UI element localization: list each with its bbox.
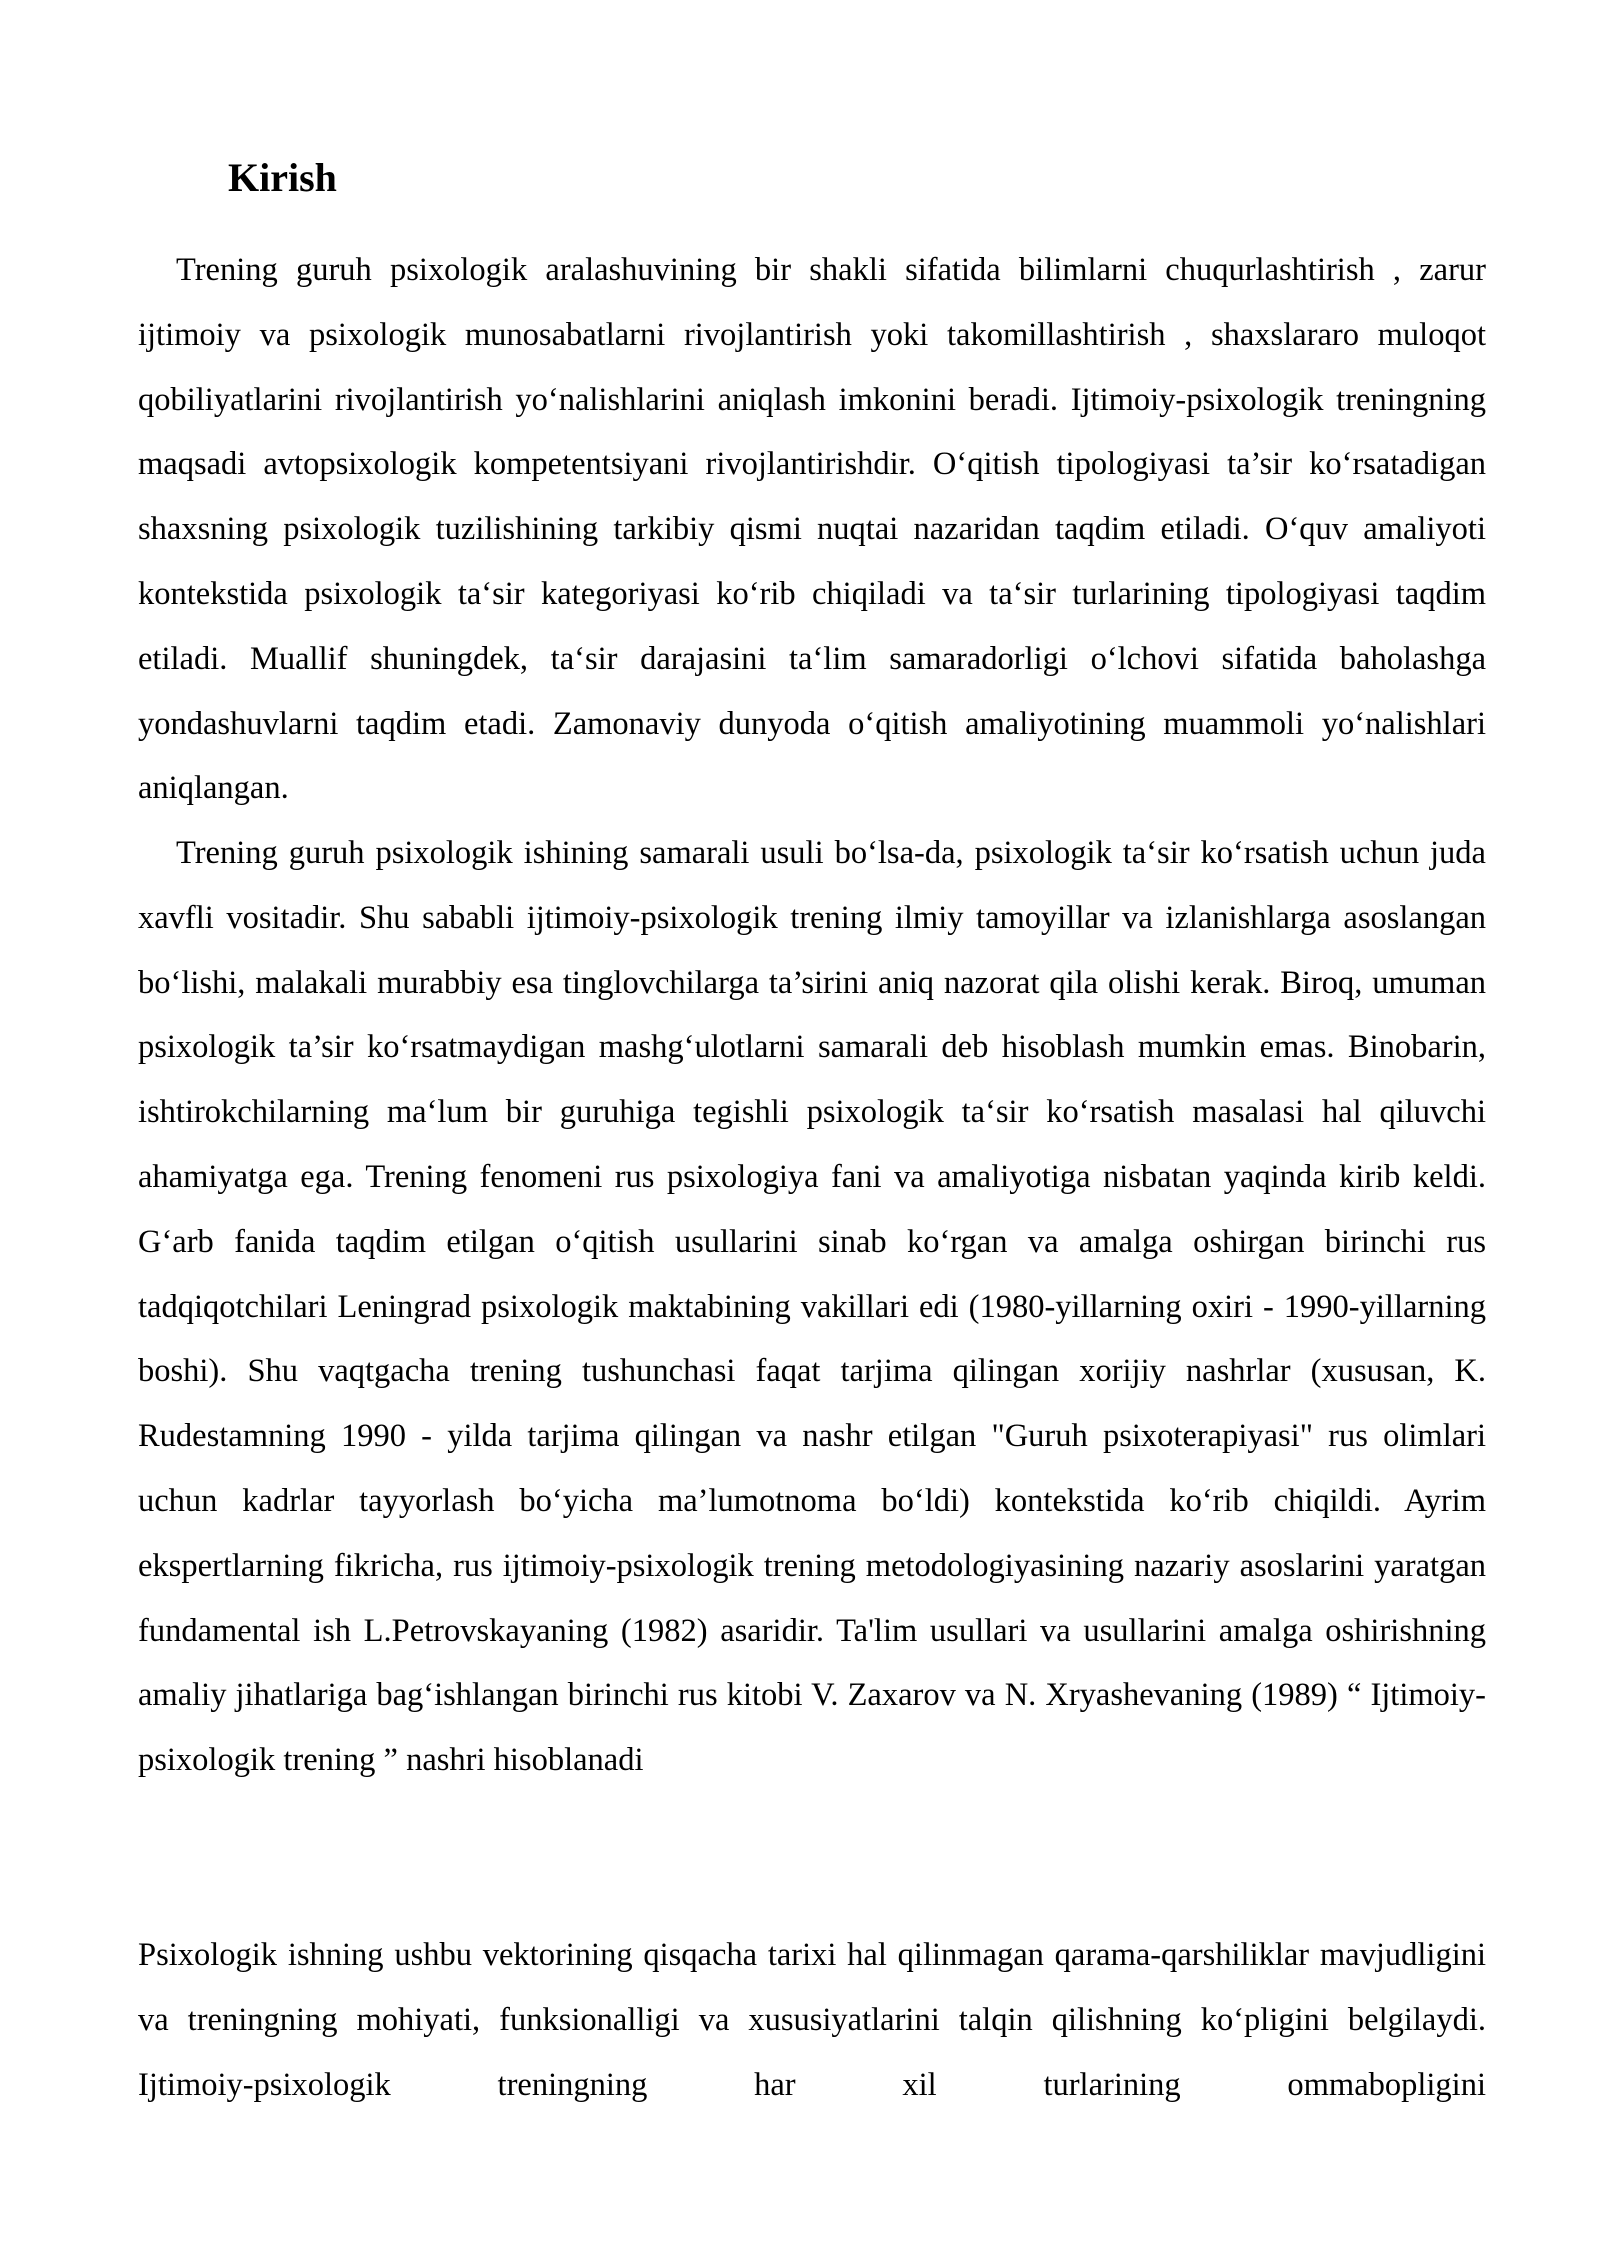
page-title: Kirish [228,155,337,200]
paragraph-vector-history: Psixologik ishning ushbu vektorining qisqacha tarixi hal qilinmagan qarama-qarshiliklar mavjudligini va treningning mohiyati, funksionalligi va xususiyatlarini talqin qilishning ko‘pligini belgilaydi. Ijtimoiy-psixologik treningning har xil turlarining ommabopligini [138,1937,1486,2103]
paragraph-intro: Trening guruh psixologik aralashuvining bir shakli sifatida bilimlarni chuqurlashtirish , zarur ijtimoiy va psixologik munosabatlarni rivojlantirish yoki takomillashtirish , shaxslararo muloqot qobiliyatlarini rivojlantirish yo‘nalishlarini aniqlash imkonini beradi. Ijtimoiy-psixologik treningning maqsadi avtopsixologik kompetentsiyani rivojlantirishdir. O‘qitish tipologiyasi ta’sir ko‘rsatadigan shaxsning psixologik tuzilishining tarkibiy qismi nuqtai nazaridan taqdim etiladi. O‘quv amaliyoti kontekstida psixologik ta‘sir kategoriyasi ko‘rib chiqiladi va ta‘sir turlarining tipologiyasi taqdim etiladi. Muallif shuningdek, ta‘sir darajasini ta‘lim samaradorligi o‘lchovi sifatida baholashga yondashuvlarni taqdim etadi. Zamonaviy dunyoda o‘qitish amaliyotining muammoli yo‘nalishlari aniqlangan. [138,252,1486,807]
paragraph-training-history: Trening guruh psixologik ishining samarali usuli bo‘lsa-da, psixologik ta‘sir ko‘rsatish uchun juda xavfli vositadir. Shu sababli ijtimoiy-psixologik trening ilmiy tamoyillar va izlanishlarga asoslangan bo‘lishi, malakali murabbiy esa tinglovchilarga ta’sirini aniq nazorat qila olishi kerak. Biroq, umuman psixologik ta’sir ko‘rsatmaydigan mashg‘ulotlarni samarali deb hisoblash mumkin emas. Binobarin, ishtirokchilarning ma‘lum bir guruhiga tegishli psixologik ta‘sir ko‘rsatish masalasi hal qiluvchi ahamiyatga ega. Trening fenomeni rus psixologiya fani va amaliyotiga nisbatan yaqinda kirib keldi. G‘arb fanida taqdim etilgan o‘qitish usullarini sinab ko‘rgan va amalga oshirgan birinchi rus tadqiqotchilari Leningrad psixologik maktabining vakillari edi (1980-yillarning oxiri - 1990-yillarning boshi). Shu vaqtgacha trening tushunchasi faqat tarjima qilingan xorijiy nashrlar (xususan, K. Rudestamning 1990 - yilda tarjima qilingan va nashr etilgan "Guruh psixoterapiyasi" rus olimlari uchun kadrlar tayyorlash bo‘yicha ma’lumotnoma bo‘ldi) kontekstida ko‘rib chiqildi. Ayrim ekspertlarning fikricha, rus ijtimoiy-psixologik trening metodologiyasining nazariy asoslarini yaratgan fundamental ish L.Petrovskayaning (1982) asaridir. Ta'lim usullari va usullarini amalga oshirishning amaliy jihatlariga bag‘ishlangan birinchi rus kitobi V. Zaxarov va N. Xryashevaning (1989) “ Ijtimoiy-psixologik trening ” nashri hisoblanadi [138,835,1486,1779]
